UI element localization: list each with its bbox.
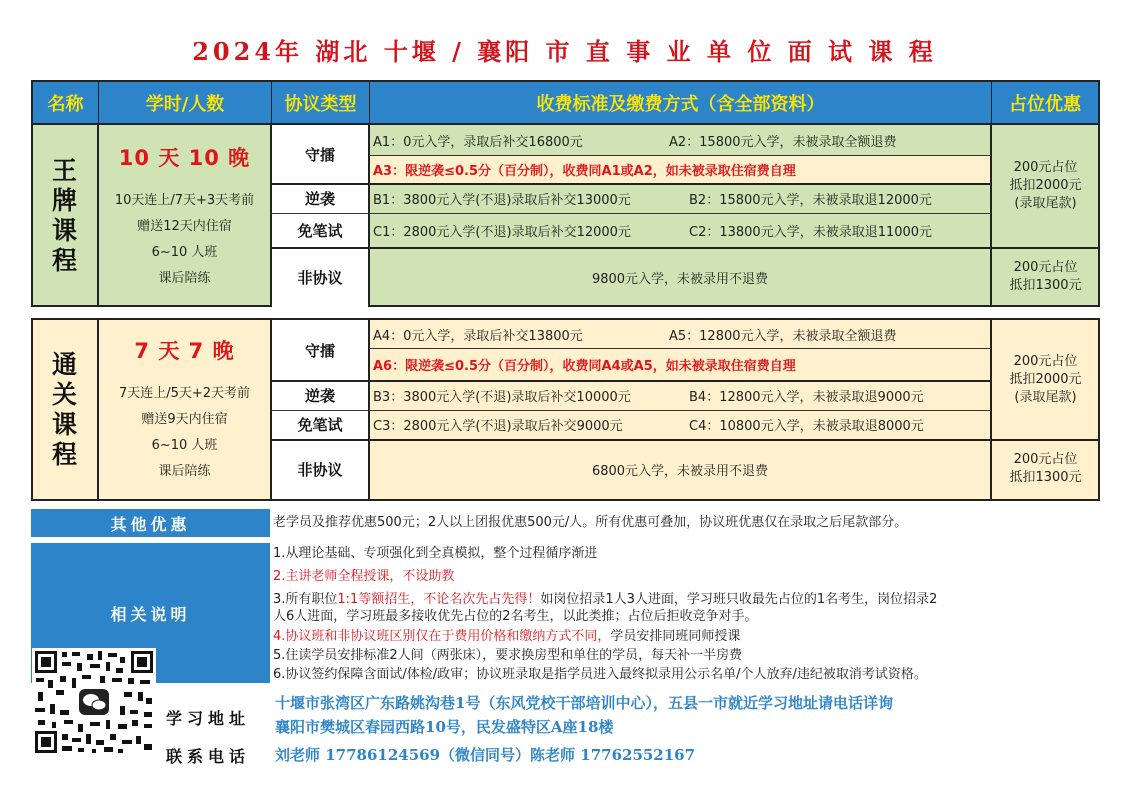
course2-occupy2: 200元占位 抵扣1300元	[1009, 452, 1082, 485]
course1-details: 10天连上/7天+3天考前 赠送12天内住宿 6~10 人班 课后陪练	[114, 193, 255, 286]
course2-fee-row1: A4：0元入学，录取后补交13800元 A5：12800元入学，未被录取全额退费	[373, 328, 897, 344]
course2-name: 通 关 课 程	[51, 349, 77, 469]
address-label: 学习地址	[166, 709, 251, 728]
address-line-2: 襄阳市樊城区春园西路10号，民发盛特区A座18楼	[275, 718, 614, 736]
course2-fee-row4: C3：2800元入学(不退)录取后补交9000元 C4：10800元入学，未被录取退8000元	[373, 419, 924, 434]
course1-fee-row1: A1：0元入学，录取后补交16800元 A2：15800元入学，未被录取全额退费	[373, 134, 897, 150]
divider	[369, 155, 991, 156]
header-fees: 收费标准及缴费方式（含全部资料）	[369, 80, 991, 125]
course1-type-feixieyi: 非协议	[297, 268, 343, 287]
note-5: 5.住读学员安排标准2人间（两张床），要求换房型和单住的学员，每天补一半房费	[273, 648, 743, 663]
course1-type-shoulei: 守擂	[304, 145, 335, 164]
note-4: 4.协议班和非协议班区别仅在于费用价格和缴纳方式不同，学员安排同班同师授课	[273, 629, 741, 644]
course2-occupy1: 200元占位 抵扣2000元 (录取尾款)	[1009, 353, 1082, 405]
course1-name: 王 牌 课 程	[51, 156, 77, 275]
divider	[271, 439, 1100, 441]
phone-label: 联系电话	[166, 747, 251, 766]
divider	[97, 125, 99, 307]
note-3b: 人6人进面，学习班最多接收优先占位的2名考生，以此类推；占位后拒收竞争对手。	[273, 609, 758, 624]
course1-occupy1: 200元占位 抵扣2000元 (录取尾款)	[1009, 160, 1082, 211]
header-hours: 学时/人数	[98, 80, 271, 125]
course1-type-mianbishi: 免笔试	[297, 221, 343, 240]
course2-fee-row2: A6：限逆袭≤0.5分（百分制），收费同A4或A5，如未被录取住宿费自理	[373, 358, 796, 374]
divider	[271, 247, 1100, 249]
course2-duration: 7 天 7 晚	[134, 339, 235, 363]
course1-duration: 10 天 10 晚	[118, 146, 251, 170]
course2-fee-row5: 6800元入学，未被录用不退费	[591, 463, 769, 479]
divider	[270, 125, 272, 307]
course2-type-mianbishi: 免笔试	[297, 416, 343, 434]
divider	[271, 410, 991, 411]
other-discount-text: 老学员及推荐优惠500元；2人以上团报优惠500元/人。所有优惠可叠加，协议班优惠仅在录取之后尾款部分。	[273, 515, 908, 530]
qr-code-graphic	[32, 648, 156, 756]
note-6: 6.协议签约保障含面试/体检/政审；协议班录取是指学员进入最终拟录用公示名单/个人放弃/违纪被取消考试资格。	[273, 667, 927, 682]
course1-type-nixi: 逆袭	[304, 189, 335, 208]
divider	[97, 318, 99, 501]
course1-occupy2: 200元占位 抵扣1300元	[1009, 260, 1082, 293]
course2-type-feixieyi: 非协议	[297, 460, 343, 479]
divider	[271, 380, 991, 382]
notes-label: 相关说明	[31, 543, 270, 683]
note-3a: 3.所有职位1:1等额招生，不论名次先占先得！如岗位招录1人3人进面，学习班只收最先占位的1名考生，岗位招录2	[273, 592, 938, 607]
course2-fee-row3: B3：3800元入学(不退)录取后补交10000元 B4：12800元入学，未被录取退9000元	[373, 389, 924, 405]
course2-details: 7天连上/5天+2天考前 赠送9天内住宿 6~10 人班 课后陪练	[118, 386, 251, 479]
note-1: 1.从理论基础、专项强化到全真模拟，整个过程循序渐进	[273, 546, 598, 561]
qr-code	[32, 648, 156, 756]
course1-fee-row2: A3：限逆袭≤0.5分（百分制），收费同A1或A2，如未被录取住宿费自理	[373, 163, 796, 179]
header-type: 协议类型	[271, 80, 369, 125]
address-line-1: 十堰市张湾区广东路姚沟巷1号（东风党校干部培训中心），五县一市就近学习地址请电话详询	[275, 694, 893, 712]
other-discount-label: 其他优惠	[31, 509, 270, 537]
note-2: 2.主讲老师全程授课，不设助教	[273, 569, 455, 584]
course1-fee-row4: C1：2800元入学(不退)录取后补交12000元 C2：13800元入学，未被录取退11000元	[373, 224, 933, 240]
divider	[271, 183, 991, 185]
phone-numbers: 刘老师 17786124569（微信同号）陈老师 17762552167	[275, 746, 696, 764]
divider	[271, 213, 991, 214]
course1-fee-row5: 9800元入学，未被录用不退费	[591, 271, 769, 287]
course1-fee-row3: B1：3800元入学(不退)录取后补交13000元 B2：15800元入学，未被录取退12000元	[373, 192, 932, 208]
divider	[369, 348, 991, 349]
page-title: 2024年 湖北 十堰 / 襄阳 市 直 事 业 单 位 面 试 课 程	[192, 37, 937, 66]
header-name: 名称	[31, 80, 98, 125]
course2-type-nixi: 逆袭	[304, 386, 335, 405]
course2-type-shoulei: 守擂	[304, 341, 335, 360]
divider	[368, 125, 370, 307]
divider	[990, 125, 992, 307]
header-occupy: 占位优惠	[991, 80, 1100, 125]
